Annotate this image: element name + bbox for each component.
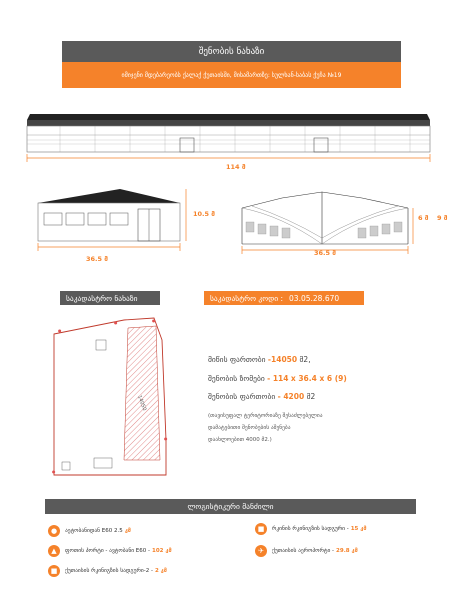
train-icon: ■ — [48, 565, 60, 577]
logistics-item-highway — [48, 525, 131, 537]
land-area-label: მიწის ფართობი — [208, 355, 266, 364]
logistics-item-value: 29.8 კმ — [336, 548, 358, 554]
building-dims-line — [208, 374, 347, 383]
logistics-item-value: 102 კმ — [152, 548, 172, 554]
length-dimension: 114 მ — [226, 163, 246, 171]
side-width-dimension: 36.5 მ — [86, 255, 108, 263]
logistics-header — [45, 499, 416, 514]
land-area-value: -14050 — [267, 355, 298, 364]
svg-text:●: ● — [114, 320, 118, 325]
building-side-elevation — [30, 185, 190, 255]
building-dims-value: - 114 — [267, 374, 289, 383]
plane-icon: ✈ — [255, 545, 267, 557]
land-area-line — [208, 355, 311, 364]
cadastral-plot-drawing — [44, 310, 194, 485]
logistics-item-label: ფოთის პორტი - ავტობანი E60 - — [65, 548, 151, 554]
logistics-item-kutaisi-station — [48, 565, 167, 577]
logistics-item-airport — [255, 545, 358, 557]
land-area-unit: მ2, — [299, 355, 311, 364]
logistics-item-value: 15 კმ — [350, 526, 367, 532]
building-dims-label: შენობის ზომები — [208, 374, 265, 383]
logistics-title: ლოგისტიკური მანძილი — [187, 502, 274, 511]
logistics-item-label: აეტობანიდან E60 2.5 — [65, 528, 123, 534]
building-dims-rest: x 36.4 x 6 (9) — [290, 374, 347, 383]
section-width-dimension: 36.5 მ — [314, 249, 336, 257]
logistics-item-rioni-station — [255, 523, 367, 535]
car-icon: ● — [48, 525, 60, 537]
train-icon: ■ — [255, 523, 267, 535]
logistics-item-poti-port — [48, 545, 172, 557]
logistics-item-label: ქუთაისის აეროპორტი - — [272, 548, 335, 554]
logistics-item-value: 2 კმ — [154, 568, 167, 574]
cadastral-plan-label — [60, 291, 160, 305]
cadastral-code-value: 03.05.28.670 — [289, 293, 340, 303]
ship-icon: ▲ — [48, 545, 60, 557]
cadastral-code-label: საკადასტრო კოდი : — [210, 293, 284, 303]
svg-text:●: ● — [58, 328, 62, 333]
logistics-item-label: ქუთაისის რკინიგზის სადგური-2 - — [65, 568, 153, 574]
building-area-line — [208, 392, 315, 401]
logistics-item-label: რკინის რკინიგზის სადგური - — [272, 526, 349, 532]
plot-area-label: 14050 — [136, 394, 148, 412]
building-area-value: - 4200 — [277, 392, 305, 401]
side-height-dimension: 10.5 მ — [193, 210, 215, 218]
address-text: იმიჯენი მდებარეობს ქალაქ ქუთაისში, მისამართზე: სულხან-საბას ქუჩა №19 — [121, 71, 342, 79]
page-title: შენობის ნახაზი — [198, 46, 265, 57]
logistics-item-value: კმ — [124, 528, 131, 534]
building-area-label: შენობის ფართობი — [208, 392, 276, 401]
building-area-unit: მ2 — [306, 392, 316, 401]
cadastral-plan-label-text: საკადასტრო ნახაზი — [66, 293, 138, 303]
svg-text:●: ● — [52, 469, 56, 474]
extra-construction-note: (თავისუფალ ტერიტორიაზე შესაძლებელია დამატებითი შენობების აშენება დაახლოებით 4000 მ2.) — [208, 413, 323, 443]
section-height-outer: 9 მ — [437, 214, 448, 222]
svg-text:●: ● — [152, 318, 156, 323]
section-height-inner: 6 მ — [418, 214, 429, 222]
svg-text:●: ● — [164, 436, 168, 441]
address-bar — [62, 62, 401, 88]
building-section-view — [238, 188, 418, 256]
page-title-bar — [62, 41, 401, 62]
cadastral-code-bar — [204, 291, 364, 305]
